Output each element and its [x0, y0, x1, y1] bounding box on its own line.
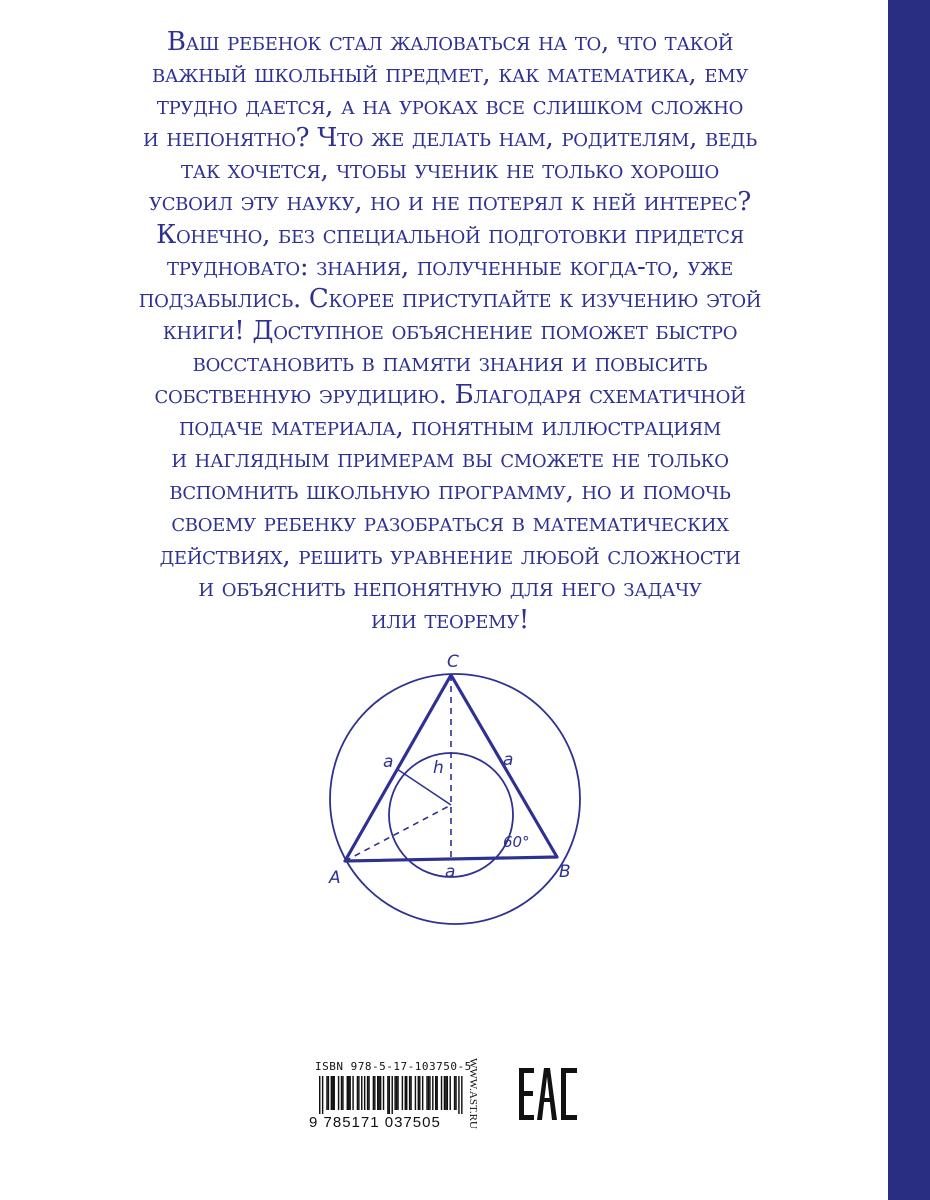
blurb-line: и объяснить непонятную для него задачу — [198, 572, 702, 603]
barcode-bar — [319, 1076, 320, 1114]
blurb-line: действиях, решить уравнение любой сложности — [159, 540, 741, 571]
blurb-line: вспомнить школьную программу, но и помочь — [169, 476, 731, 507]
barcode-bar — [367, 1076, 368, 1110]
barcode-bar — [361, 1076, 362, 1110]
barcode-bar — [347, 1076, 348, 1110]
vertex-c-label: C — [447, 652, 459, 672]
barcode-bar — [392, 1076, 393, 1114]
blurb-line: подаче материала, понятным иллюстрациям — [178, 412, 722, 443]
eac-mark-icon — [517, 1062, 581, 1126]
height-label: h — [433, 758, 444, 778]
barcode-bar — [380, 1076, 381, 1110]
barcode-bar — [429, 1076, 430, 1110]
barcode-bar — [454, 1076, 455, 1110]
barcode-bar — [447, 1076, 448, 1110]
blurb-line: Конечно, без специальной подготовки придется — [156, 219, 744, 250]
blurb-line: важный школьный предмет, как математика, ему — [151, 59, 749, 90]
barcode-bar — [422, 1076, 423, 1110]
barcode-bar — [426, 1076, 427, 1110]
blurb-line: трудно дается, а на уроках все слишком сложно — [156, 91, 744, 122]
barcode-bar — [436, 1076, 437, 1110]
barcode-bar — [428, 1076, 429, 1110]
barcode-bar — [352, 1076, 353, 1110]
barcode-bar — [332, 1076, 333, 1110]
barcode-bar — [387, 1076, 388, 1114]
barcode-bar — [410, 1076, 411, 1110]
barcode-bar — [405, 1076, 406, 1110]
barcode-bar — [326, 1076, 327, 1110]
barcode-bar — [341, 1076, 342, 1110]
barcode-bar — [396, 1076, 397, 1110]
barcode-bar — [441, 1076, 442, 1110]
circumscribed-circle — [330, 674, 580, 924]
barcode-bar — [342, 1076, 343, 1110]
barcode-bar — [409, 1076, 410, 1110]
barcode-bar — [374, 1076, 375, 1110]
barcode-bar — [444, 1076, 445, 1110]
barcode-bar — [383, 1076, 384, 1110]
barcode-bar — [378, 1076, 379, 1110]
vertex-b-label: B — [559, 862, 571, 882]
barcode-bar — [368, 1076, 369, 1110]
blurb-line: и наглядным примерам вы сможете не только — [171, 444, 729, 475]
blurb-line: собственную эрудицию. Благодаря схематичной — [154, 380, 746, 411]
blurb-line: трудновато: знания, полученные когда-то, уже — [166, 251, 734, 282]
blurb-line: так хочется, чтобы ученик не только хорошо — [181, 155, 719, 186]
blurb-line: или теорему! — [370, 604, 530, 635]
barcode-bar — [418, 1076, 419, 1110]
triangle-diagram — [325, 645, 605, 925]
vertex-a-label: A — [329, 868, 341, 888]
spine-stripe — [888, 0, 930, 1200]
barcode-bar — [334, 1076, 335, 1110]
barcode-bar — [432, 1076, 433, 1110]
barcode-bar — [445, 1076, 446, 1110]
barcode-bar — [331, 1076, 332, 1110]
barcode-bar — [349, 1076, 350, 1110]
barcode-bar — [394, 1076, 395, 1110]
isbn-number: ISBN 978-5-17-103750-5 — [315, 1060, 472, 1073]
blurb-line: своему ребенку разобраться в математических — [171, 508, 729, 539]
barcode-bar — [364, 1076, 365, 1110]
barcode-bar — [415, 1076, 416, 1110]
cover-blurb — [120, 26, 780, 636]
side-right-label: a — [503, 750, 514, 770]
barcode-bar — [458, 1076, 459, 1114]
barcode-bar — [328, 1076, 329, 1110]
barcode-bar — [450, 1076, 451, 1110]
barcode-bar — [419, 1076, 420, 1110]
barcode-bar — [402, 1076, 403, 1110]
ean-digits: 9 785171 037505 — [309, 1114, 441, 1131]
barcode-bar — [373, 1076, 374, 1110]
barcode-bar — [358, 1076, 359, 1110]
blurb-line: усвоил эту науку, но и не потерял к ней интерес? — [148, 187, 751, 218]
barcode-bar — [357, 1076, 358, 1110]
publisher-website: WWW.AST.RU — [467, 1058, 479, 1129]
barcode-bar — [348, 1076, 349, 1110]
side-left-label: a — [383, 752, 394, 772]
barcode-bar — [389, 1076, 390, 1114]
side-bottom-label: a — [445, 862, 456, 882]
barcode-bars — [319, 1076, 469, 1114]
blurb-line: и непонятно? Что же делать нам, родителям, ведь — [143, 123, 757, 154]
blurb-line: восстановить в памяти знания и повысить — [192, 347, 708, 378]
angle-label: 60° — [503, 833, 530, 851]
barcode-bar — [406, 1076, 407, 1110]
blurb-line: Ваш ребенок стал жаловаться на то, что такой — [166, 27, 734, 57]
barcode-bar — [397, 1076, 398, 1110]
barcode-bar — [338, 1076, 339, 1110]
barcode-block — [305, 1050, 590, 1140]
barcode-bar — [455, 1076, 456, 1110]
barcode-bar — [322, 1076, 323, 1114]
barcode-bar — [377, 1076, 378, 1110]
blurb-line: книги! Доступное объяснение поможет быстро — [162, 315, 738, 346]
blurb-line: подзабылись. Скорее приступайте к изучению этой — [138, 283, 762, 314]
barcode-bar — [435, 1076, 436, 1110]
